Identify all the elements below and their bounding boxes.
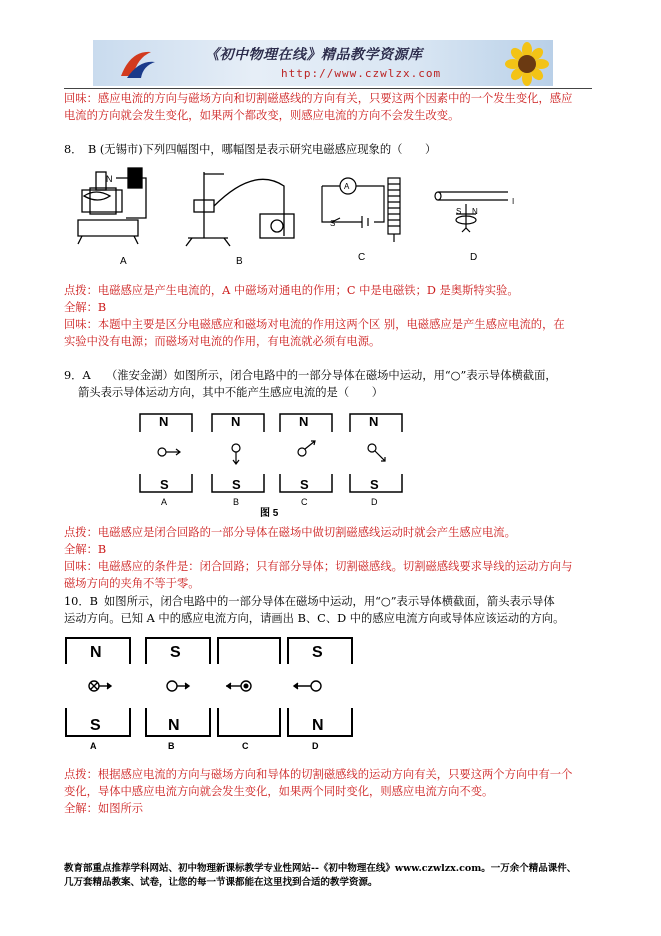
q10-magnet-bottom-c bbox=[218, 708, 280, 736]
q9-huiwei-line1: 回味：电磁感应的条件是：闭合回路；只有部分导体；切割磁感线。切割磁感线要求导线的运动方向与 bbox=[64, 560, 573, 573]
q9-pole-top-b: N bbox=[231, 414, 241, 429]
sunflower-icon bbox=[501, 42, 553, 86]
q10-figure bbox=[60, 632, 360, 754]
q9-huiwei-line2: 磁场方向的夹角不等于零。 bbox=[64, 577, 200, 590]
intro-huiwei-line1: 回味：感应电流的方向与磁场方向和切割磁感线的方向有关，只要这两个因素中的一个发生变化，感应 bbox=[64, 92, 573, 105]
q8-label-c: C bbox=[358, 252, 366, 263]
q9-pole-bottom-d: S bbox=[370, 477, 379, 492]
q10-label-a: A bbox=[90, 741, 97, 751]
logo-icon bbox=[117, 46, 157, 82]
q8-fig-c-s: S bbox=[330, 219, 336, 228]
q8-fig-c-ammeter: A bbox=[344, 182, 350, 191]
q8-quanjie: 全解：B bbox=[64, 301, 107, 314]
q10-conductor-d bbox=[294, 681, 321, 691]
q9-label-a: A bbox=[161, 497, 168, 507]
q9-pole-top-a: N bbox=[159, 414, 169, 429]
q8-huiwei-line2: 实验中没有电源；而磁场对电流的作用，有电流就必须有电源。 bbox=[64, 335, 381, 348]
q8-label-b: B bbox=[236, 256, 243, 267]
q9-label-d: D bbox=[371, 497, 378, 507]
q9-label-b: B bbox=[233, 497, 240, 507]
q10-quanjie: 全解：如图所示 bbox=[64, 802, 144, 815]
q9-label-c: C bbox=[301, 497, 308, 507]
q10-dianbo-line2: 变化，导体中感应电流方向就会发生变化，如果两个同时变化，则感应电流方向不变。 bbox=[64, 785, 494, 798]
footer-line1: 教育部重点推荐学科网站、初中物理新课标教学专业性网站--《初中物理在线》www.czwlzx.com。一万余个精品课件、 bbox=[64, 863, 577, 874]
q10-pole-top-a: N bbox=[90, 644, 102, 661]
header-url: http://www.czwlzx.com bbox=[281, 67, 442, 80]
q9-pole-top-c: N bbox=[299, 414, 309, 429]
q9-dianbo: 点拨：电磁感应是闭合回路的一部分导体在磁场中做切割磁感线运动时就会产生感应电流。 bbox=[64, 526, 516, 539]
q9-conductor-a bbox=[158, 448, 180, 456]
q8-question: B (无锡市)下列四幅图中，哪幅图是表示研究电磁感应现象的（ ） bbox=[88, 143, 437, 156]
q10-pole-bottom-d: N bbox=[312, 717, 324, 734]
q9-figure bbox=[130, 404, 420, 522]
q9-quanjie: 全解：B bbox=[64, 543, 107, 556]
q8-dianbo: 点拨：电磁感应是产生电流的，A 中磁场对通电的作用；C 中是电磁铁；D 是奥斯特实验。 bbox=[64, 284, 519, 297]
q9-conductor-c bbox=[298, 441, 315, 456]
q8-label-d: D bbox=[470, 252, 478, 263]
q9-pole-top-d: N bbox=[369, 414, 379, 429]
q8-figure-c bbox=[322, 178, 400, 242]
q8-fig-d-n: N bbox=[472, 207, 478, 216]
q8-figure-b bbox=[186, 172, 294, 246]
q10-conductor-a bbox=[89, 681, 111, 691]
q10-label-b: B bbox=[168, 741, 175, 751]
q9-pole-bottom-a: S bbox=[160, 477, 169, 492]
q9-pole-bottom-c: S bbox=[300, 477, 309, 492]
header-banner bbox=[93, 40, 553, 86]
q8-fig-d-s: S bbox=[456, 207, 462, 216]
intro-huiwei-line2: 电流的方向就会发生变化，如果两个都改变，则感应电流的方向不会发生改变。 bbox=[64, 109, 460, 122]
q9-question-line1: （淮安金湖）如图所示，闭合电路中的一部分导体在磁场中运动，用“○”表示导体横截面， bbox=[106, 369, 557, 382]
q8-fig-d-i: I bbox=[512, 197, 515, 206]
q10-pole-bottom-a: S bbox=[90, 717, 101, 734]
q9-number: 9．A bbox=[64, 369, 91, 382]
q10-number: 10．B bbox=[64, 595, 98, 608]
q10-magnet-top-c bbox=[218, 638, 280, 664]
q8-label-a: A bbox=[120, 256, 127, 267]
q9-conductor-b bbox=[232, 444, 240, 464]
q10-label-d: D bbox=[312, 741, 319, 751]
q9-pole-bottom-b: S bbox=[232, 477, 241, 492]
q10-conductor-b bbox=[167, 681, 189, 691]
q10-conductor-c bbox=[226, 681, 251, 691]
q10-pole-top-b: S bbox=[170, 644, 181, 661]
q10-dianbo-line1: 点拨：根据感应电流的方向与磁场方向和导体的切割磁感线的运动方向有关，只要这两个方向中有一个 bbox=[64, 768, 573, 781]
q10-label-c: C bbox=[242, 741, 249, 751]
footer-line2: 几万套精品教案、试卷，让您的每一节课都能在这里找到合适的教学资源。 bbox=[64, 877, 378, 888]
q8-huiwei-line1: 回味：本题中主要是区分电磁感应和磁场对电流的作用这两个区 别，电磁感应是产生感应电流的，在 bbox=[64, 318, 565, 331]
q10-pole-bottom-b: N bbox=[168, 717, 180, 734]
q8-fig-a-n: N bbox=[106, 174, 113, 184]
q10-question-line1: 如图所示，闭合电路中的一部分导体在磁场中运动，用“○”表示导体横截面，箭头表示导体 bbox=[104, 595, 555, 608]
q8-number: 8． bbox=[64, 143, 83, 156]
q10-question-line2: 运动方向。已知 A 中的感应电流方向，请画出 B、C、D 中的感应电流方向或导体应该运动的方向。 bbox=[64, 612, 565, 625]
q9-conductor-d bbox=[368, 444, 385, 461]
q9-fig-caption: 图 5 bbox=[260, 508, 279, 519]
q8-figure bbox=[76, 160, 516, 268]
header-rule bbox=[64, 88, 592, 89]
header-title: 《初中物理在线》精品教学资源库 bbox=[205, 47, 423, 63]
q10-pole-top-d: S bbox=[312, 644, 323, 661]
q9-question-line2: 箭头表示导体运动方向，其中不能产生感应电流的是（ ） bbox=[78, 386, 384, 399]
